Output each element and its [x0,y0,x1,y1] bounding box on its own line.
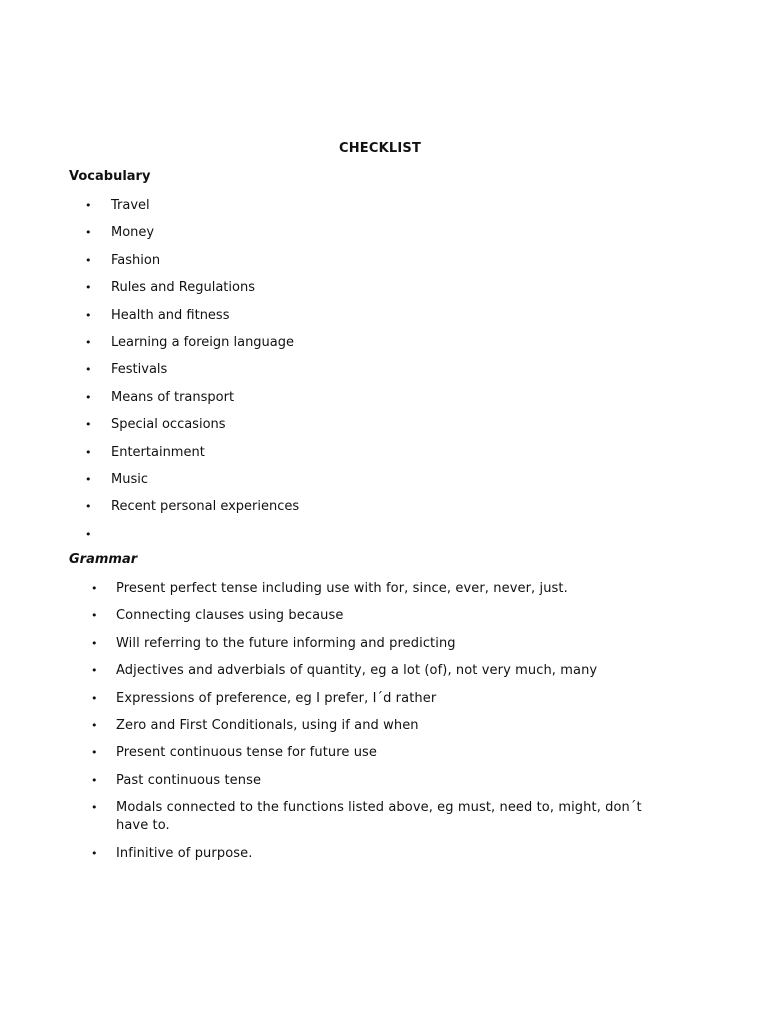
vocabulary-item [85,224,685,251]
bullet-icon: • [91,773,98,787]
vocabulary-item [85,526,685,553]
bullet-icon: • [85,390,92,404]
bullet-icon: • [85,527,92,541]
bullet-icon: • [85,418,92,432]
vocabulary-item [85,279,685,306]
bullet-icon: • [85,363,92,377]
vocabulary-item-label: Fashion [111,252,161,268]
bullet-icon: • [85,472,92,486]
vocabulary-item-label: Learning a foreign language [111,334,295,350]
vocabulary-item-label: Entertainment [111,444,205,460]
vocabulary-item-label: Special occasions [111,417,226,433]
grammar-item-label: Will referring to the future informing and predicting [116,635,456,651]
grammar-item-label: Modals connected to the functions listed above, eg must, need to, might, don´t have to. [116,800,642,834]
grammar-item [91,662,691,680]
vocabulary-heading: Vocabulary [69,169,151,184]
grammar-item-label: Past continuous tense [116,772,262,788]
bullet-icon: • [85,226,92,240]
grammar-item-label: Present perfect tense including use with for, since, ever, never, just. [116,581,568,596]
grammar-item-label: Connecting clauses using because [116,608,344,624]
grammar-item [91,799,691,835]
vocabulary-item-label: Travel [111,198,150,213]
vocabulary-list [85,197,685,553]
vocabulary-item [85,307,685,334]
vocabulary-item [85,444,685,471]
bullet-icon: • [85,335,92,349]
vocabulary-item [85,498,685,525]
grammar-item-label: Zero and First Conditionals, using if and when [116,717,419,733]
bullet-icon: • [91,801,98,815]
grammar-heading: Grammar [69,552,138,567]
bullet-icon: • [91,609,98,623]
bullet-icon: • [85,199,92,212]
bullet-icon: • [85,281,92,295]
vocabulary-item [85,416,685,443]
grammar-item [91,744,691,762]
vocabulary-item-label: Recent personal experiences [111,499,300,515]
grammar-item [91,845,691,863]
grammar-item [91,580,691,598]
bullet-icon: • [85,308,92,322]
bullet-icon: • [85,445,92,459]
vocabulary-item-label: Money [111,225,155,241]
vocabulary-item [85,334,685,361]
bullet-icon: • [91,846,98,860]
grammar-item-label: Adjectives and adverbials of quantity, eg a lot (of), not very much, many [116,663,598,679]
bullet-icon: • [85,253,92,267]
vocabulary-item-label: Means of transport [111,389,235,405]
grammar-item-label: Expressions of preference, eg I prefer, I´d rather [116,690,437,706]
grammar-item-label: Infinitive of purpose. [116,845,253,861]
vocabulary-item [85,471,685,498]
page-title: CHECKLIST [338,141,422,156]
bullet-icon: • [91,718,98,732]
grammar-item-label: Present continuous tense for future use [116,745,378,761]
bullet-icon: • [91,664,98,678]
vocabulary-item-label: Health and fitness [111,307,230,323]
vocabulary-item [85,389,685,416]
bullet-icon: • [91,746,98,760]
grammar-list [91,580,691,872]
bullet-icon: • [91,636,98,650]
grammar-item [91,607,691,625]
bullet-icon: • [91,582,98,595]
grammar-item [91,690,691,708]
vocabulary-item-label: Rules and Regulations [111,280,255,296]
grammar-item [91,717,691,735]
bullet-icon: • [85,500,92,514]
grammar-item [91,772,691,790]
vocabulary-item-label: Festivals [111,362,168,378]
grammar-item [91,635,691,653]
vocabulary-item [85,197,685,224]
vocabulary-item [85,361,685,388]
bullet-icon: • [91,691,98,705]
vocabulary-item [85,252,685,279]
vocabulary-item-label: Music [111,471,148,487]
